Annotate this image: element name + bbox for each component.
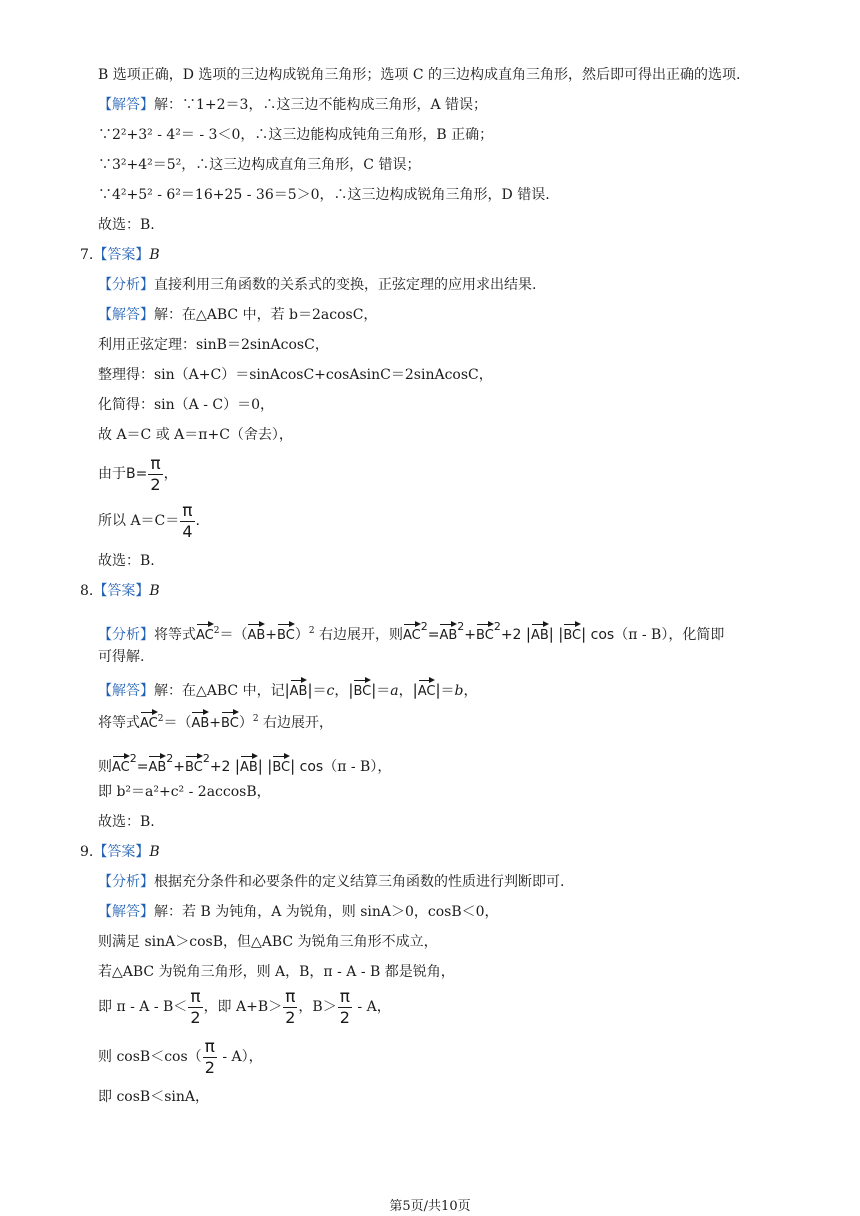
fraction-denominator: 2 (339, 1007, 350, 1027)
q9-s4-mid2: ，B＞ (298, 999, 337, 1015)
vector-bc: BC (277, 624, 295, 646)
q7-solution-line-7 (98, 499, 200, 543)
q8-s2-prefix: 将等式 (98, 715, 140, 731)
q8-analysis-continuation: 可得解. (98, 649, 145, 665)
vector-ab: AB (191, 712, 209, 734)
q7-s7-prefix: 所以 A＝C＝ (98, 513, 180, 529)
answer-tag: 【答案】 (93, 247, 150, 263)
q9-solution-text-1: 解：若 B 为钝角，A 为锐角，则 sinA＞0，cosB＜0， (154, 904, 499, 920)
vector-bc: BC (185, 756, 203, 778)
question-number: 9. (80, 844, 94, 860)
vector-ac: AC (140, 712, 158, 734)
q8-choice: 故选：B. (98, 814, 155, 830)
q8-s1-prefix: 解：在△ABC 中，记 (154, 683, 285, 699)
q8-answer-line (80, 581, 160, 601)
cos-argument: （π - B） (614, 627, 669, 643)
q9-s4-tail: - A， (352, 999, 391, 1015)
q8-solution-line-1: 【解答】解：在△ABC 中，记|AB|＝c，|BC|＝a，|AC|＝b， (98, 680, 477, 702)
vector-ab: AB (240, 756, 258, 778)
q7-analysis-text: 直接利用三角函数的关系式的变换，正弦定理的应用求出结果. (154, 277, 537, 293)
q8-analysis-mid: 右边展开，则 (319, 627, 403, 643)
analysis-tag: 【分析】 (98, 627, 154, 643)
vector-bc: BC (476, 624, 494, 646)
solution-tag: 【解答】 (98, 97, 154, 113)
q8-solution-line-4: 即 b²＝a²+c² - 2accosB， (98, 784, 271, 800)
q9-solution-line-2: 则满足 sinA＞cosB，但△ABC 为锐角三角形不成立， (98, 934, 438, 950)
q9-s4-mid: ，即 A+B＞ (203, 999, 283, 1015)
answer-value: B (149, 844, 160, 860)
fraction-numerator: π (182, 500, 193, 521)
q6-solution-line-1 (98, 95, 487, 115)
vector-ab: AB (290, 680, 308, 702)
q9-solution-line-3: 若△ABC 为锐角三角形，则 A，B，π - A - B 都是锐角， (98, 964, 455, 980)
solution-tag: 【解答】 (98, 683, 154, 699)
question-number: 7. (80, 247, 94, 263)
vector-ac: AC (403, 624, 421, 646)
q9-solution-line-1 (98, 902, 499, 922)
q8-analysis-prefix: 将等式 (154, 627, 196, 643)
vector-ab: AB (531, 624, 549, 646)
q6-solution-text-1: 解：∵1+2＝3，∴这三边不能构成三角形，A 错误； (154, 97, 488, 113)
q6-solution-line-3: ∵3²+4²＝5²，∴这三边构成直角三角形，C 错误； (98, 157, 421, 173)
q8-analysis-tail: ，化简即 (668, 627, 725, 643)
q9-solution-line-4 (98, 985, 391, 1029)
q7-solution-line-6 (98, 452, 178, 496)
fraction-denominator: 2 (204, 1057, 215, 1077)
cos-argument: （π - B） (323, 759, 378, 775)
cos-label: cos (299, 759, 324, 775)
vector-bc: BC (272, 756, 290, 778)
q9-s4-prefix: 即 π - A - B＜ (98, 999, 188, 1015)
q7-analysis-line (98, 275, 536, 295)
answer-value: B (149, 247, 160, 263)
vector-bc: BC (353, 680, 371, 702)
vector-ac: AC (112, 756, 130, 778)
q8-s2-suffix: 右边展开， (263, 715, 333, 731)
fraction-numerator: π (204, 1036, 215, 1057)
cos-label: cos (590, 627, 615, 643)
q8-s3-prefix: 则 (98, 759, 112, 775)
fraction-pi-over-2 (148, 455, 162, 494)
q7-answer-line (80, 245, 160, 265)
q9-answer-line (80, 842, 160, 862)
q6-solution-line-4: ∵4²+5² - 6²＝16+25 - 36＝5＞0，∴这三边构成锐角三角形，D 错误. (98, 187, 550, 203)
q7-solution-line-4: 化简得：sin（A - C）＝0， (98, 397, 275, 413)
q9-solution-line-5 (98, 1035, 263, 1079)
q6-choice: 故选：B. (98, 217, 155, 233)
fraction-pi-over-2 (188, 988, 202, 1027)
vector-ab: AB (247, 624, 265, 646)
question-number: 8. (80, 583, 94, 599)
q7-s6-var: B= (126, 466, 148, 482)
q7-solution-line-5: 故 A＝C 或 A＝π+C（舍去）， (98, 427, 293, 443)
vector-bc: BC (563, 624, 581, 646)
q9-analysis-text: 根据充分条件和必要条件的定义结算三角函数的性质进行判断即可. (154, 874, 565, 890)
fraction-denominator: 2 (150, 474, 161, 494)
q9-analysis-line (98, 872, 564, 892)
q9-solution-line-6: 即 cosB＜sinA， (98, 1089, 209, 1105)
page-footer: 第5页/共10页 (389, 1199, 471, 1214)
analysis-tag: 【分析】 (98, 277, 154, 293)
q7-s6-prefix: 由于 (98, 466, 126, 482)
fraction-pi-over-2 (203, 1038, 217, 1077)
vector-ab: AB (439, 624, 457, 646)
vector-ac: AC (418, 680, 436, 702)
fraction-numerator: π (150, 453, 161, 474)
q7-choice: 故选：B. (98, 553, 155, 569)
fraction-numerator: π (285, 986, 296, 1007)
q7-solution-line-1 (98, 305, 377, 325)
q9-s5-prefix: 则 cosB＜cos（ (98, 1049, 202, 1065)
fraction-numerator: π (339, 986, 350, 1007)
q8-analysis-line: 【分析】将等式$AC^2=(AB+BC)^2$ 右边展开，则$AC^2=AB^2+BC^2+2$ |AB| |BC| cos（π - B），化简即 (98, 617, 724, 646)
fraction-pi-over-4 (180, 502, 194, 541)
q8-solution-line-3: 则$AC^2=AB^2+BC^2+2$ |AB| |BC| cos（π - B）， (98, 749, 391, 778)
q7-s6-suffix: ， (163, 466, 178, 482)
fraction-denominator: 2 (285, 1007, 296, 1027)
answer-tag: 【答案】 (93, 844, 150, 860)
fraction-denominator: 4 (182, 521, 193, 541)
solution-tag: 【解答】 (98, 307, 154, 323)
q7-solution-line-3: 整理得：sin（A+C）＝sinAcosC+cosAsinC＝2sinAcosC， (98, 367, 493, 383)
q8-solution-line-2: 将等式$AC^2=(AB+BC)^2$ 右边展开， (98, 712, 333, 734)
q7-s7-suffix: . (195, 513, 200, 529)
vector-ab: AB (148, 756, 166, 778)
fraction-denominator: 2 (190, 1007, 201, 1027)
q6-solution-line-2: ∵2²+3² - 4²＝ - 3＜0，∴这三边能构成钝角三角形，B 正确； (98, 127, 494, 143)
answer-value: B (149, 583, 160, 599)
fraction-pi-over-2 (283, 988, 297, 1027)
answer-tag: 【答案】 (93, 583, 150, 599)
q7-solution-line-2: 利用正弦定理：sinB＝2sinAcosC， (98, 337, 329, 353)
fraction-pi-over-2 (338, 988, 352, 1027)
q9-s5-tail: - A）， (217, 1049, 263, 1065)
fraction-numerator: π (190, 986, 201, 1007)
vector-bc: BC (221, 712, 239, 734)
analysis-tag: 【分析】 (98, 874, 154, 890)
q7-solution-text-1: 解：在△ABC 中，若 b＝2acosC， (154, 307, 378, 323)
q6-analysis-continuation: B 选项正确，D 选项的三边构成锐角三角形；选项 C 的三边构成直角三角形，然后即可得出正确的选项. (98, 67, 741, 83)
solution-tag: 【解答】 (98, 904, 154, 920)
vector-ac: AC (196, 624, 214, 646)
